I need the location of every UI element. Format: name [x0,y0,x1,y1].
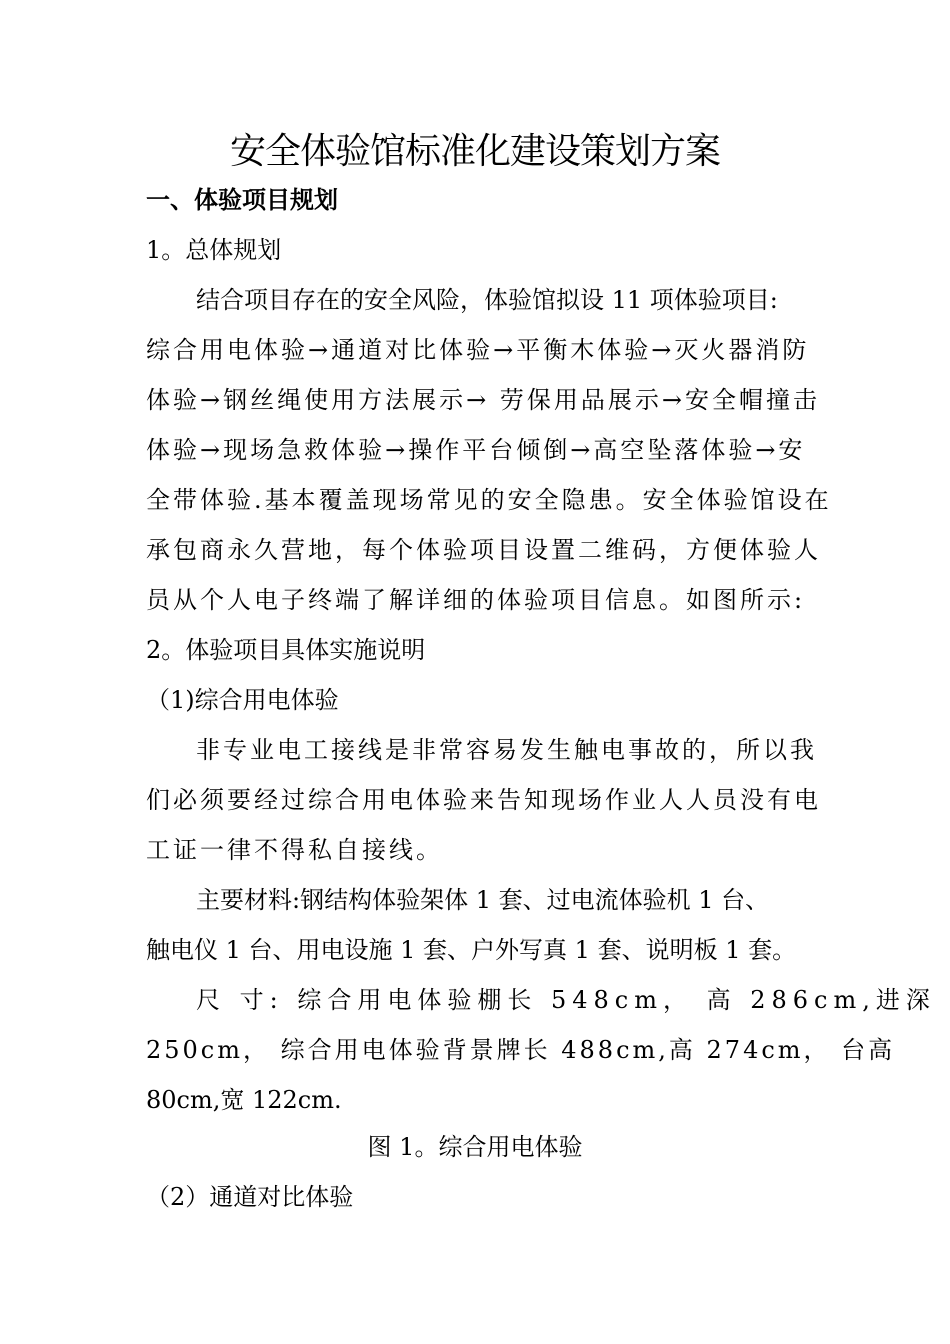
paragraph-line: 员从个人电子终端了解详细的体验项目信息。如图所示: [146,586,806,614]
item-heading: （1)综合用电体验 [146,686,339,714]
document-title: 安全体验馆标准化建设策划方案 [229,131,720,172]
subsection-heading: 2。体验项目具体实施说明 [146,636,426,664]
section-heading: 一、体验项目规划 [146,186,338,214]
paragraph-line: 非专业电工接线是非常容易发生触电事故的，所以我 [196,736,817,764]
paragraph-line: 80cm,宽 122cm. [146,1086,342,1114]
paragraph-line: 尺 寸: 综合用电体验棚长 548cm， 高 286cm,进深 [196,986,936,1014]
item-heading: （2）通道对比体验 [146,1183,354,1211]
paragraph-line: 结合项目存在的安全风险，体验馆拟设 11 项体验项目: [196,286,778,314]
paragraph-line: 工证一律不得私自接线。 [146,836,443,864]
paragraph-line: 综合用电体验→通道对比体验→平衡木体验→灭火器消防 [146,336,810,364]
paragraph-line: 触电仪 1 台、用电设施 1 套、户外写真 1 套、说明板 1 套。 [146,936,797,964]
paragraph-line: 们必须要经过综合用电体验来告知现场作业人人员没有电 [146,786,821,814]
paragraph-line: 主要材料:钢结构体验架体 1 套、过电流体验机 1 台、 [196,886,770,914]
paragraph-line: 承包商永久营地，每个体验项目设置二维码，方便体验人 [146,536,821,564]
paragraph-line: 体验→钢丝绳使用方法展示→ 劳保用品展示→安全帽撞击 [146,386,820,414]
paragraph-line: 全带体验.基本覆盖现场常见的安全隐患。安全体验馆设在 [146,486,832,514]
paragraph-line: 体验→现场急救体验→操作平台倾倒→高空坠落体验→安 [146,436,806,464]
figure-caption: 图 1。综合用电体验 [367,1133,583,1161]
subsection-heading: 1。总体规划 [146,236,282,264]
paragraph-line: 250cm， 综合用电体验背景牌长 488cm,高 274cm， 台高 [146,1036,896,1064]
